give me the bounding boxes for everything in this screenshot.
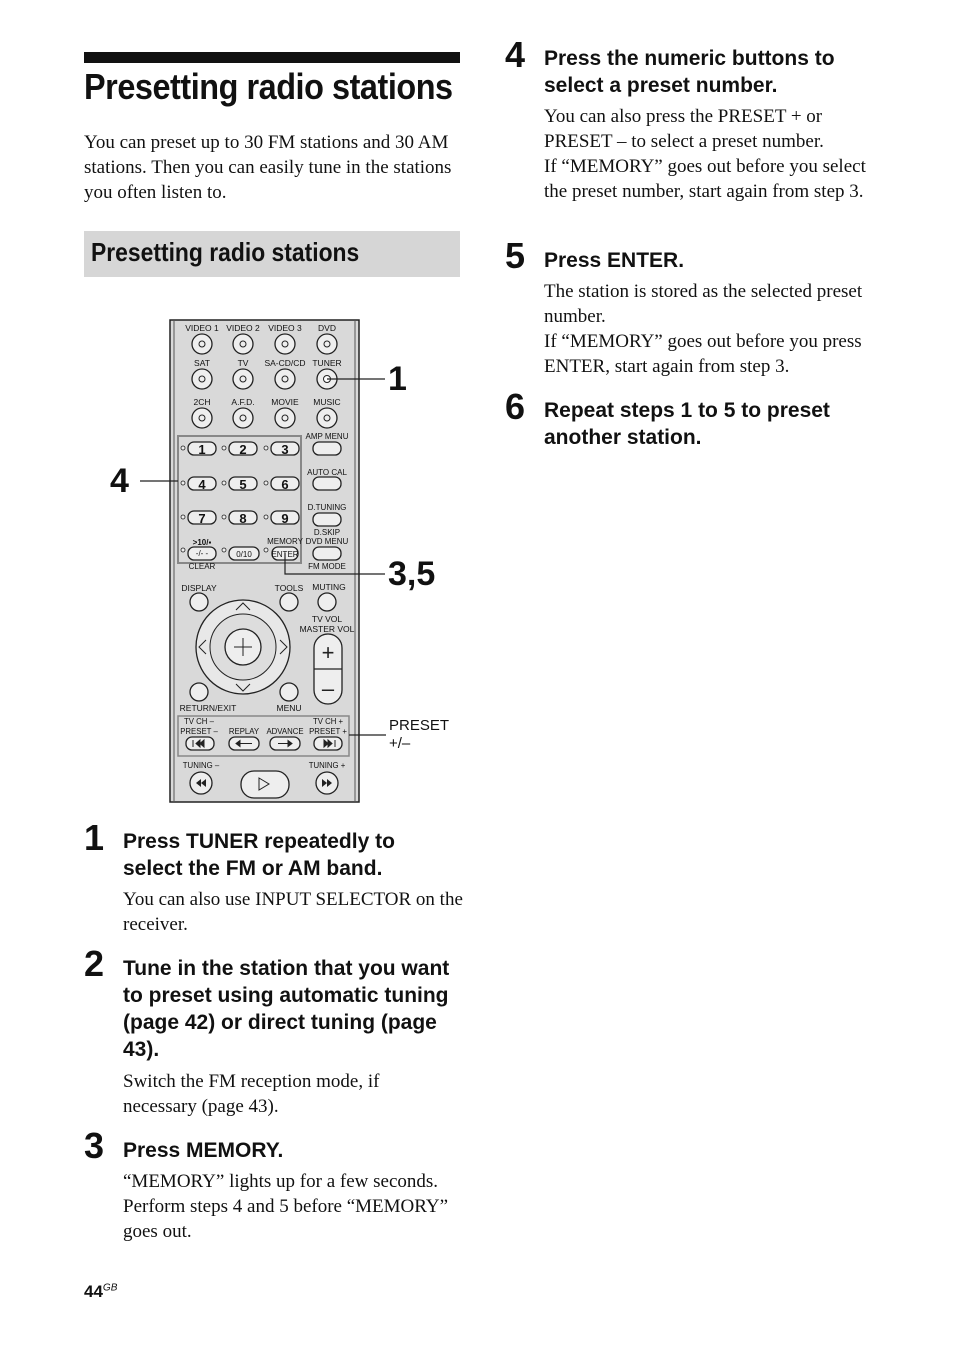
svg-text:+: +: [321, 640, 335, 665]
step-4-body-1: You can also press the PRESET + or PRESET – to select a preset number.: [544, 106, 824, 152]
digit-2-label: 2: [239, 442, 247, 457]
callout-3-5: 3,5: [388, 555, 436, 593]
return-exit-label: RETURN/EXIT: [179, 703, 237, 713]
auto-cal-button: [313, 477, 341, 490]
digit-8-label: 8: [239, 511, 247, 526]
tools-button: [280, 593, 298, 611]
play-button: [241, 771, 289, 798]
dash-dash-label: -/- -: [195, 549, 209, 558]
memory-label: MEMORY: [267, 537, 303, 546]
step-2-heading: Tune in the station that you want to preset using automatic tuning (page 42) or direct tuning (page 43).: [123, 957, 450, 1061]
movie-button: [275, 408, 295, 428]
music-button: [317, 408, 337, 428]
ten-plus-label: >10/▪: [192, 538, 212, 547]
step-5-number: 5: [505, 235, 526, 276]
intro-paragraph: You can preset up to 30 FM stations and 30 AM stations. Then you can easily tune in the stations you often listen to.: [84, 132, 452, 203]
zero-ten-label: 0/10: [236, 550, 252, 559]
digit-7-label: 7: [198, 511, 206, 526]
tuning-minus-label: TUNING –: [182, 761, 220, 770]
2ch-button: [192, 408, 212, 428]
label-dvd: DVD: [318, 323, 336, 333]
preset-plus-label: PRESET +: [309, 727, 347, 736]
dvd-menu-label: DVD MENU: [305, 537, 349, 546]
return-button: [190, 683, 208, 701]
page-number: $44^{GB}$: [84, 1282, 118, 1301]
digit-1-label: 1: [198, 442, 206, 457]
label-movie: MOVIE: [271, 397, 299, 407]
digit-4-label: 4: [198, 477, 206, 492]
digit-5-label: 5: [239, 477, 247, 492]
enter-label: ENTER: [271, 550, 299, 559]
label-video1: VIDEO 1: [185, 323, 219, 333]
display-label: DISPLAY: [181, 583, 217, 593]
fm-mode-label: FM MODE: [308, 562, 346, 571]
amp-menu-button: [313, 442, 341, 455]
master-vol-label: MASTER VOL: [299, 624, 355, 634]
muting-button: [318, 593, 336, 611]
step-4-body-2: If “MEMORY” goes out before you select the preset number, start again from step 3.: [544, 156, 866, 202]
step-4-heading: Press the numeric buttons to select a preset number.: [544, 47, 835, 97]
d-tuning-label: D.TUNING: [307, 503, 347, 512]
step-5-body-2: If “MEMORY” goes out before you press ENTER, start again from step 3.: [544, 331, 862, 377]
fm-mode-button: [313, 547, 341, 560]
step-3-number: 3: [84, 1125, 105, 1166]
page-title: Presetting radio stations: [84, 66, 453, 107]
label-video3: VIDEO 3: [268, 323, 302, 333]
amp-menu-label: AMP MENU: [305, 432, 349, 441]
step-5-body-1: The station is stored as the selected preset number.: [544, 281, 863, 327]
step-4-number: 4: [505, 34, 526, 75]
step-6-heading: Repeat steps 1 to 5 to preset another station.: [544, 399, 830, 449]
sat-button: [192, 369, 212, 389]
callout-4: 4: [110, 462, 129, 500]
auto-cal-label: AUTO CAL: [307, 468, 347, 477]
title-rule: [84, 52, 460, 63]
digit-9-label: 9: [281, 511, 289, 526]
preset-callout-label-1: PRESET: [389, 717, 450, 734]
label-2ch: 2CH: [193, 397, 211, 407]
muting-label: MUTING: [312, 582, 346, 592]
video1-button: [192, 334, 212, 354]
step-6-number: 6: [505, 386, 526, 427]
digit-3-label: 3: [281, 442, 289, 457]
tools-label: TOOLS: [274, 583, 304, 593]
preset-callout-label-2: +/–: [389, 735, 411, 752]
menu-button: [280, 683, 298, 701]
callout-1: 1: [388, 360, 407, 398]
section-title: Presetting radio stations: [91, 237, 360, 267]
step-5-heading: Press ENTER.: [544, 249, 685, 272]
tuning-plus-label: TUNING +: [308, 761, 346, 770]
step-3-body: “MEMORY” lights up for a few seconds. Perform steps 4 and 5 before “MEMORY” goes out.: [123, 1171, 449, 1242]
label-tuner: TUNER: [312, 358, 342, 368]
label-music: MUSIC: [313, 397, 341, 407]
label-video2: VIDEO 2: [226, 323, 260, 333]
dvd-button: [317, 334, 337, 354]
label-sacd: SA-CD/CD: [264, 358, 306, 368]
tv-button: [233, 369, 253, 389]
menu-label: MENU: [276, 703, 302, 713]
step-2-number: 2: [84, 943, 105, 984]
step-1-heading: Press TUNER repeatedly to select the FM or AM band.: [123, 830, 395, 880]
d-tuning-button: [313, 513, 341, 526]
label-afd: A.F.D.: [231, 397, 255, 407]
afd-button: [233, 408, 253, 428]
video3-button: [275, 334, 295, 354]
video2-button: [233, 334, 253, 354]
step-1-number: 1: [84, 817, 105, 858]
svg-text:–: –: [321, 676, 335, 701]
tv-vol-label: TV VOL: [311, 614, 343, 624]
step-1-body: You can also use INPUT SELECTOR on the receiver.: [123, 889, 463, 935]
tv-ch-plus-label: TV CH +: [312, 717, 344, 726]
replay-label: REPLAY: [228, 727, 260, 736]
label-sat: SAT: [194, 358, 210, 368]
advance-label: ADVANCE: [266, 727, 304, 736]
step-2-body: Switch the FM reception mode, if necessary (page 43).: [123, 1071, 380, 1117]
preset-minus-label: PRESET –: [180, 727, 218, 736]
tv-ch-minus-label: TV CH –: [184, 717, 214, 726]
d-skip-label: D.SKIP: [313, 528, 341, 537]
display-button: [190, 593, 208, 611]
label-tv: TV: [237, 358, 249, 368]
digit-6-label: 6: [281, 477, 289, 492]
sacd-button: [275, 369, 295, 389]
step-3-heading: Press MEMORY.: [123, 1139, 284, 1162]
page-suffix: GB: [102, 1282, 118, 1294]
navigation-pad: [196, 600, 290, 694]
remote-illustration: [100, 318, 460, 804]
clear-label: CLEAR: [188, 562, 216, 571]
